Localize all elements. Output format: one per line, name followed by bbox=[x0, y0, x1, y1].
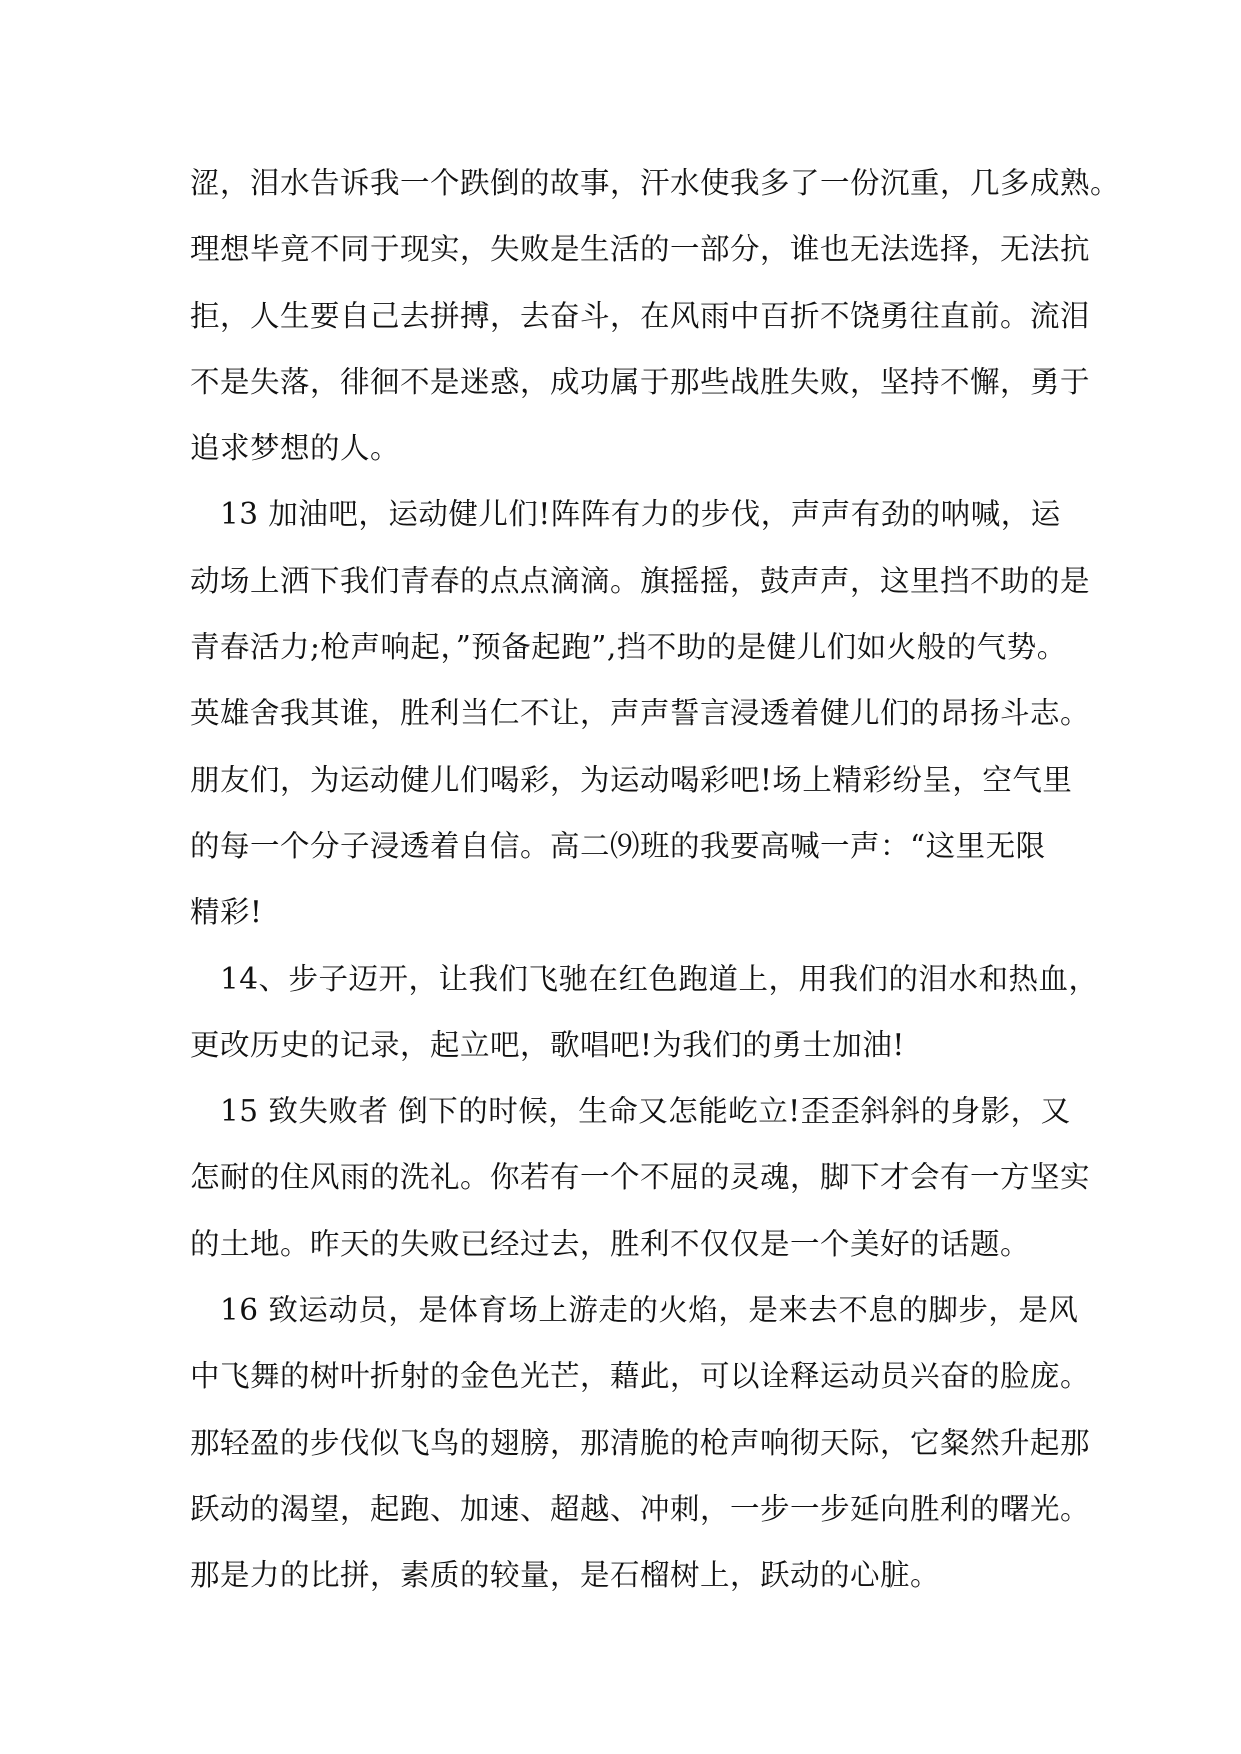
text-line: 不是失落，徘徊不是迷惑，成功属于那些战胜失败，坚持不懈，勇于 bbox=[190, 364, 1091, 399]
text-line: 那是力的比拼，素质的较量，是石榴树上，跃动的心脏。 bbox=[190, 1558, 941, 1593]
text-line: 中飞舞的树叶折射的金色光芒，藉此，可以诠释运动员兴奋的脸庞。 bbox=[190, 1359, 1091, 1394]
text-line: 那轻盈的步伐似飞鸟的翅膀，那清脆的枪声响彻天际，它粲然升起那 bbox=[190, 1425, 1091, 1460]
text-line: 涩，泪水告诉我一个跌倒的故事，汗水使我多了一份沉重，几多成熟。 bbox=[190, 166, 1121, 200]
text-line: 朋友们，为运动健儿们喝彩，为运动喝彩吧!场上精彩纷呈，空气里 bbox=[190, 762, 1073, 797]
text-line: 青春活力;枪声响起，”预备起跑”,挡不助的是健儿们如火般的气势。 bbox=[190, 630, 1067, 665]
text-line: 追求梦想的人。 bbox=[190, 431, 401, 466]
text-line: 13 加油吧，运动健儿们!阵阵有力的步伐，声声有劲的呐喊，运 bbox=[190, 497, 1061, 532]
text-line: 跃动的渴望，起跑、加速、超越、冲刺，一步一步延向胜利的曙光。 bbox=[190, 1491, 1091, 1526]
paragraph bbox=[190, 1078, 1091, 1277]
document-body bbox=[190, 150, 1121, 1609]
paragraph bbox=[190, 150, 1121, 481]
text-line: 的土地。昨天的失败已经过去，胜利不仅仅是一个美好的话题。 bbox=[190, 1226, 1031, 1261]
text-line: 动场上洒下我们青春的点点滴滴。旗摇摇，鼓声声，这里挡不助的是 bbox=[190, 563, 1091, 598]
text-line: 14、步子迈开，让我们飞驰在红色跑道上，用我们的泪水和热血， bbox=[190, 961, 1099, 996]
text-line: 精彩! bbox=[190, 895, 263, 930]
paragraph bbox=[190, 1277, 1091, 1608]
paragraph bbox=[190, 481, 1091, 945]
paragraph bbox=[190, 946, 1099, 1079]
text-line: 的每一个分子浸透着自信。高二⑼班的我要高喊一声：“这里无限 bbox=[190, 828, 1046, 863]
text-line: 拒，人生要自己去拼搏，去奋斗，在风雨中百折不饶勇往直前。流泪 bbox=[190, 298, 1091, 333]
text-line: 更改历史的记录，起立吧，歌唱吧!为我们的勇士加油! bbox=[190, 1027, 905, 1062]
text-line: 理想毕竟不同于现实，失败是生活的一部分，谁也无法选择，无法抗 bbox=[190, 232, 1091, 267]
text-line: 16 致运动员，是体育场上游走的火焰，是来去不息的脚步，是风 bbox=[190, 1293, 1079, 1328]
text-line: 英雄舍我其谁，胜利当仁不让，声声誓言浸透着健儿们的昂扬斗志。 bbox=[190, 696, 1091, 731]
text-line: 15 致失败者 倒下的时候，生命又怎能屹立!歪歪斜斜的身影，又 bbox=[190, 1094, 1071, 1129]
text-line: 怎耐的住风雨的洗礼。你若有一个不屈的灵魂，脚下才会有一方坚实 bbox=[190, 1160, 1091, 1195]
